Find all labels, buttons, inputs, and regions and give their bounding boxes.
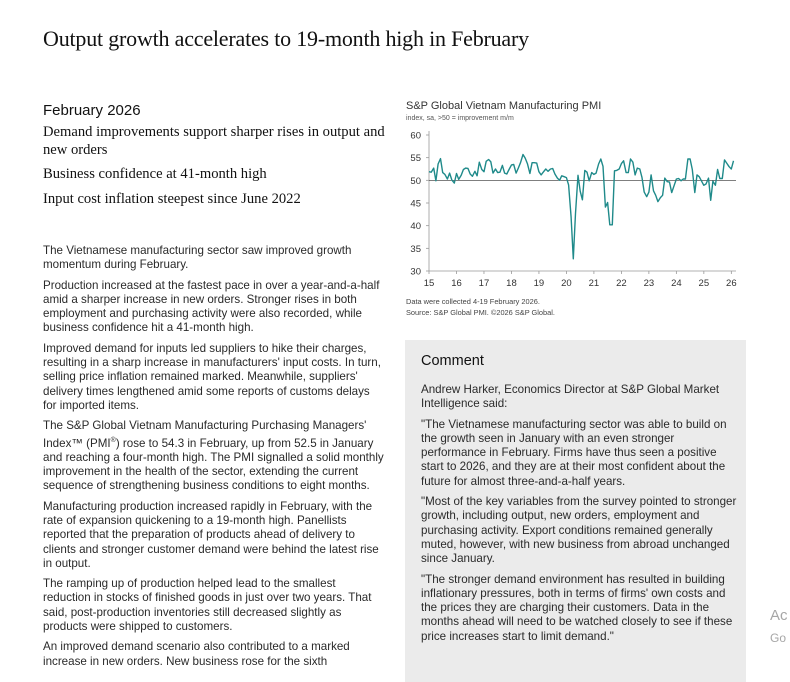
chart-source-note: Source: S&P Global PMI. ©2026 S&P Global. [406, 308, 555, 317]
registered-mark: ® [110, 436, 116, 444]
y-tick-label: 45 [410, 198, 421, 210]
x-tick-label: 16 [451, 278, 462, 289]
y-tick-label: 40 [410, 221, 421, 233]
comment-quote-3: "The stronger demand environment has resulted in building inflationary pressures, both in terms of firms' own costs and the prices they are charging their customers. Data in the months ahead will need to be watched closely to see if these price increases start to limit demand." [421, 572, 733, 643]
x-tick-label: 22 [616, 278, 627, 289]
y-tick-label: 35 [410, 243, 421, 255]
chart-plot [402, 100, 747, 295]
y-tick-label: 60 [410, 130, 421, 142]
comment-body [421, 383, 739, 650]
highlight-input-cost: Input cost inflation steepest since June 2022 [43, 191, 301, 207]
body-paragraph-4-end: ) rose to 54.3 in February, up from 52.5 in January and reaching a four-month high. The PMI signalled a solid monthly improvement in the health of the sector, extending the current sequence of strengthening business conditions to eight months. [43, 436, 384, 493]
comment-quote-2: "Most of the key variables from the survey pointed to stronger growth, including output, new orders, employment and purchasing activity. Export conditions remained generally muted, however, with new business from abroad unchanged since January. [421, 495, 737, 566]
pmi-series-line [429, 155, 734, 259]
page-headline: Output growth accelerates to 19-month high in February [43, 26, 529, 51]
body-text-column [43, 244, 385, 675]
x-tick-label: 26 [726, 278, 737, 289]
chart-subtitle: index, sa, >50 = improvement m/m [406, 115, 514, 122]
highlight-demand: Demand improvements support sharper rises in output and new orders [43, 124, 385, 158]
x-tick-label: 15 [423, 278, 435, 289]
comment-quote-1: "The Vietnamese manufacturing sector was able to build on the growth seen in January with an even stronger performance in February. Firms have thus seen a positive start to 2026, and they are at their most confident about the future for almost three-and-a-half years. [421, 417, 727, 488]
x-tick-label: 18 [506, 278, 517, 289]
highlight-confidence: Business confidence at 41-month high [43, 166, 267, 182]
comment-heading: Comment [421, 353, 484, 369]
x-tick-label: 23 [643, 278, 655, 289]
comment-attribution: Andrew Harker, Economics Director at S&P Global Market Intelligence said: [421, 383, 720, 411]
body-paragraph-7: An improved demand scenario also contributed to a marked increase in new orders. New business rose for the sixth [43, 640, 350, 668]
x-tick-label: 25 [698, 278, 710, 289]
body-paragraph-6: The ramping up of production helped lead to the smallest reduction in stocks of finished goods in just over two years. That said, post-production inventories still decreased slightly as products were shipped to customers. [43, 577, 372, 633]
y-tick-label: 55 [410, 153, 421, 165]
body-paragraph-1: The Vietnamese manufacturing sector saw improved growth momentum during February. [43, 244, 352, 272]
body-paragraph-4-start: The S&P Global Vietnam Manufacturing Purchasing Managers' Index™ (PMI [43, 419, 367, 450]
x-tick-label: 24 [671, 278, 682, 289]
pmi-chart [402, 100, 747, 322]
body-paragraph-2: Production increased at the fastest pace in over a year-and-a-half amid a sharper increase in new orders. Stronger rises in both employment and purchasing activity were also recorded, while business confidence hit a 41-month high. [43, 278, 380, 335]
x-tick-label: 19 [533, 278, 545, 289]
y-tick-label: 50 [410, 175, 421, 187]
body-paragraph-5: Manufacturing production increased rapidly in February, with the rate of expansion quickening to a 19-month high. Panellists reported that the preparation of products ahead of delivery to clients and stronger customer demand were behind the latest rise in output. [43, 499, 379, 570]
x-tick-label: 20 [561, 278, 572, 289]
activation-watermark-line-2: Go [770, 631, 787, 645]
x-tick-label: 17 [478, 278, 490, 289]
chart-title: S&P Global Vietnam Manufacturing PMI [406, 100, 602, 112]
date-label: February 2026 [43, 102, 141, 119]
comment-box [405, 340, 746, 682]
x-tick-label: 21 [588, 278, 600, 289]
body-paragraph-3: Improved demand for inputs led suppliers to hike their charges, resulting in a sharp increase in manufacturers' input costs. In turn, selling price inflation remained marked. Meanwhile, suppliers' delivery times lengthened amid some reports of customs delays for imported items. [43, 341, 381, 412]
activation-watermark-line-1: Ac [770, 607, 788, 624]
body-paragraph-4 [43, 419, 385, 493]
y-tick-label: 30 [410, 266, 421, 278]
chart-collection-note: Data were collected 4-19 February 2026. [406, 297, 540, 306]
